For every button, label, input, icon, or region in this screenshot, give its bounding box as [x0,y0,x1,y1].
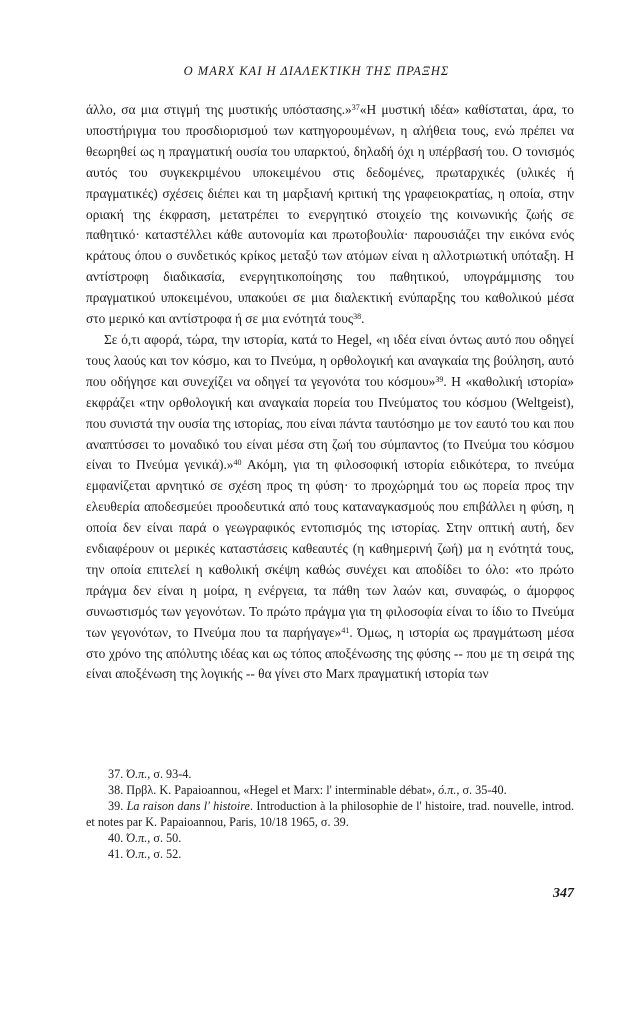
footnote-41 [86,847,574,863]
footnote-number: 41. [108,846,124,861]
footnote-ref-text: Ό.π. [126,830,148,845]
footnote-ref: 37 [351,103,360,112]
footnote-37 [86,767,574,783]
footnote-ref-text: ό.π. [438,782,457,797]
footnote-number: 39. [108,798,124,813]
running-header: Ο MARX ΚΑΙ Η ΔΙΑΛΕΚΤΙΚΗ ΤΗΣ ΠΡΑΞΗΣ [183,64,450,78]
footnote-ref: 40 [233,458,242,468]
footnote-text: , σ. 52. [147,846,182,861]
footnote-title: La raison dans l' histoire [126,798,250,813]
text-run: Ακόμη, για τη φιλοσοφική ιστορία ειδικότερα, το πνεύμα εμφανίζεται αρνητικό σε σχέση προς τη φύση· το προχώρημά του ως πορεία προς την ελευθερία αποδεσμεύει προοδευτικά από τους καταναγκασμούς που επιβάλλει η φύση, η οποία δεν είναι παρά ο γεωγραφικός εντοπισμός της ιστορίας. Στην οπτική αυτή, δεν ενδιαφέρουν οι μερικές καταστάσεις καθεαυτές (η καθημερινή ζωή) μα η ενότητά τους, την οποία επιτελεί η καθολική σκέψη καθώς συνέχει και αποδίδει το όλο: «το πρώτο πράγμα δεν είναι η μοίρα, η ενέργεια, τα πάθη των λαών και, συναφώς, ο άμορφος συνωστισμός των γεγονότων. Το πρώτο πράγμα για τη φιλοσοφία είναι το ίδιο το Πνεύμα των γεγονότων, το Πνεύμα που τα παρήγαγε» [86,457,574,640]
text-run: . Η «καθολική ιστορία» εκφράζει «την ορθολογική και αναγκαία πορεία του Πνεύματος του κόσμου (Weltgeist), που συνιστά την ουσία της ιστορίας, που είναι πάντα ταυτόσημο με τον εαυτό του και που αναπτύσσει το μοναδικό του είναι μέσα στη ζωή του σύμπαντος (το Πνεύμα του κόσμου είναι το Πνεύμα γενικά).» [86,373,575,473]
footnote-text: . Introduction à la philosophie de l' histoire, trad. nouvelle, introd. et notes par K. Papaioannou, Paris, 10/18 1965, σ. 39. [86,798,575,829]
footnote-39 [86,799,574,831]
footnote-ref: 38 [353,312,362,322]
footnote-number: 37. [108,767,124,781]
footnote-number: 38. [108,782,124,797]
page-number: 347 [553,886,574,901]
text-run: Σε ό,τι αφορά, τώρα, την ιστορία, κατά το Hegel, «η ιδέα είναι όντως αυτό που οδηγεί τους λαούς και τον κόσμο, και το Πνεύμα, η ορθολογική και αναγκαία της βούληση, αυτό που οδήγησε και συνεχίζει να οδηγεί τα γεγονότα του κόσμου» [86,331,574,389]
text-run: «Η μυστική ιδέα» καθίσταται, άρα, το υποστήριγμα του προσδιορισμού των κατηγορουμένων, η αλήθεια τους, ενώ πρέπει να θεωρηθεί ως η πραγματική ουσία του υπαρκτού, δηλαδή όχι η υπέρβασή του. Ο τονισμός αυτός του συγκεκριμένου υποκειμένου στις δεδομένες, πρωταρχικές (υλικές ή πραγματικές) σχέσεις διέπει και τη μαρξιανή κριτική της γραφειοκρατίας, η οποία, στην οριακή της έκφραση, μετατρέπει το ενεργητικό στοιχείο της κοινωνικής ζωής σε παθητικό· καταστέλλει κάθε αυτονομία και πρωτοβουλία· παρουσιάζει την εικόνα ενός κράτους όπου ο συνδετικός κρίκος μεταξύ των ατόμων είναι η αλλοτριωτική υπόταξη. Η αντίστροφη διαδικασία, ενεργητικοποίησης του παθητικού, υπογράμμισης του πραγματικού υποκειμένου, υπακούει σε μια διαλεκτική ενύπαρξης του καθολικού μέσα στο μερικό και αντίστροφα ή σε μια ενότητά τους [86,102,575,327]
text-run: . Όμως, η ιστορία ως πραγμάτωση μέσα στο χρόνο της απόλυτης ιδέας και ως τόπος αποξένωσης της φύσης -- που με τη σειρά της είναι αποξένωση της λογικής -- θα γίνει στο Marx πραγματική ιστορία των [86,624,574,682]
footnotes [86,767,574,862]
footnote-38 [86,783,574,799]
paragraph [86,100,574,330]
footnote-ref: 41 [341,625,350,635]
main-text [86,100,574,685]
footnote-number: 40. [108,830,124,845]
text-run: . [361,311,365,327]
footnote-text: , σ. 93-4. [147,767,192,781]
paragraph [86,330,574,685]
footnote-text: Πρβλ. K. Papaioannou, «Hegel et Marx: l' interminable débat», [126,782,439,797]
footnote-40 [86,831,574,847]
footnote-text: , σ. 50. [147,830,182,845]
footnote-ref-text: Ό.π. [126,767,148,781]
footnote-ref-text: Ό.π. [126,846,148,861]
text-run: άλλο, σα μια στιγμή της μυστικής υπόστασης.» [86,102,352,117]
footnote-text: , σ. 35-40. [456,782,507,797]
footnote-ref: 39 [435,374,444,384]
